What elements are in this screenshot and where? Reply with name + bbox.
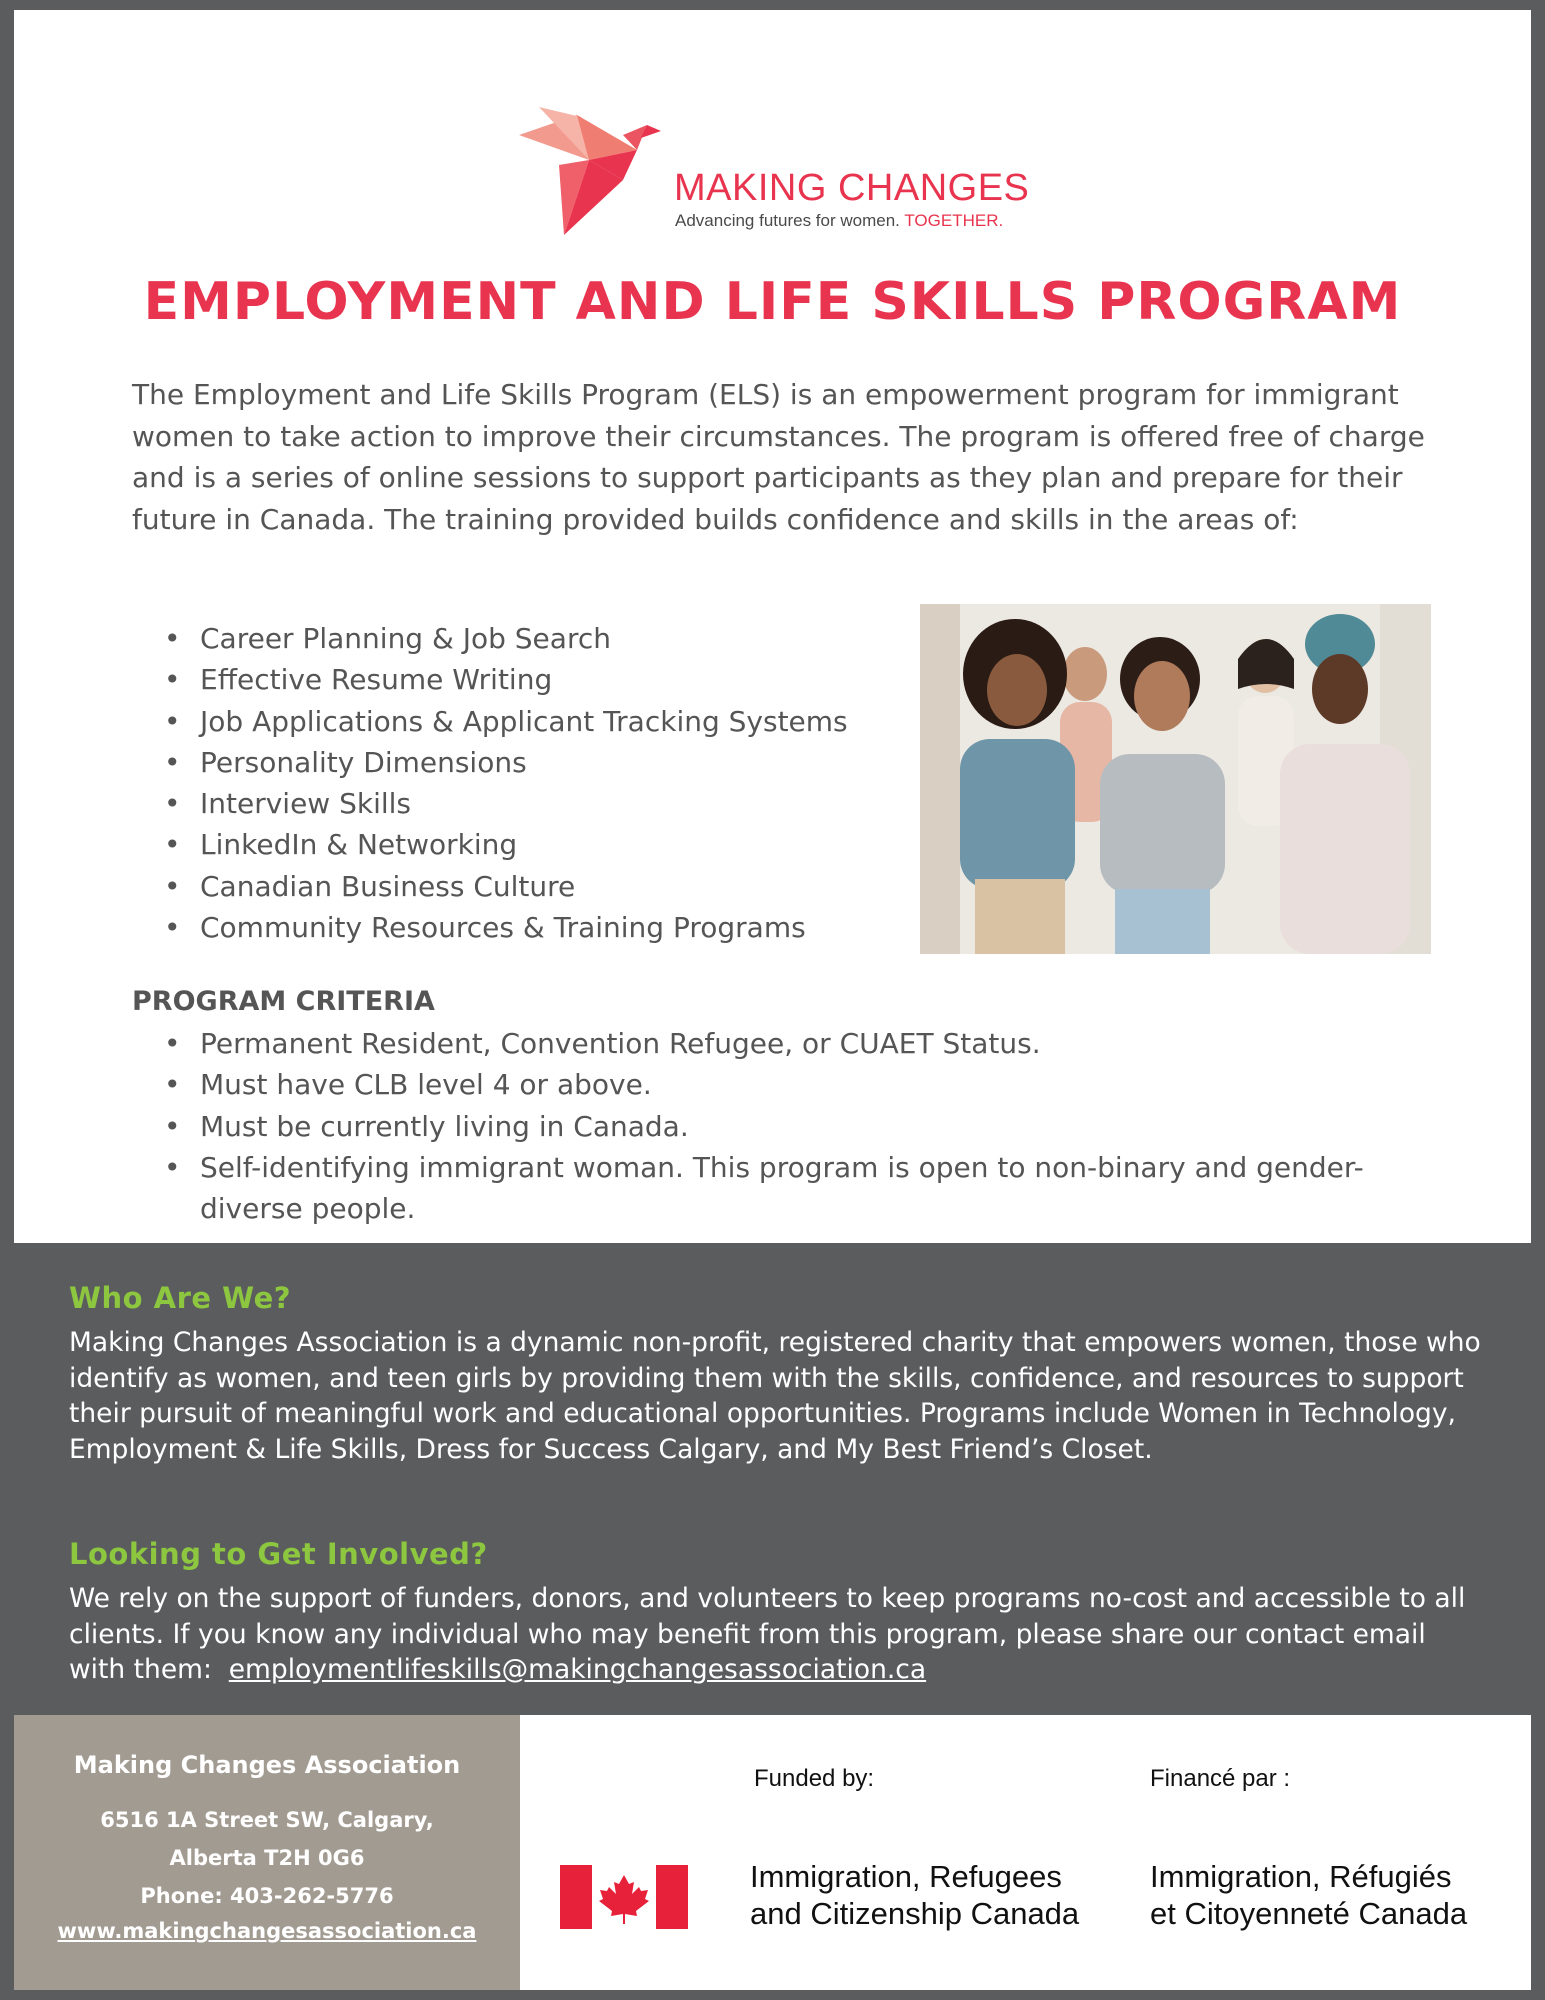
funded-by-label: Funded by: xyxy=(754,1765,875,1792)
website-link[interactable]: www.makingchangesassociation.ca xyxy=(57,1919,477,1943)
contact-block xyxy=(14,1715,520,1990)
org-name: Making Changes Association xyxy=(73,1751,461,1779)
dept-name-fr xyxy=(1150,1858,1467,1932)
list-item: • Interview Skills xyxy=(144,783,924,824)
phone: Phone: 403-262-5776 xyxy=(140,1884,394,1908)
canada-flag-icon xyxy=(560,1865,688,1929)
tagline-text: Advancing futures for women. xyxy=(675,211,900,230)
skills-list xyxy=(144,618,924,948)
logo-tagline xyxy=(675,211,1003,231)
origami-bird-icon xyxy=(519,105,679,240)
criteria-heading: PROGRAM CRITERIA xyxy=(132,986,435,1017)
get-involved-body: We rely on the support of funders, donors, and volunteers to keep programs no-cost and accessible to all clients. If you know any individual who may benefit from this program, please share our contact email with them: xyxy=(69,1583,1466,1685)
criteria-list xyxy=(144,1023,1394,1229)
info-band xyxy=(14,1243,1531,1715)
address-line-1: 6516 1A Street SW, Calgary, xyxy=(100,1808,434,1832)
flyer-page xyxy=(14,10,1531,1990)
list-item: • Self-identifying immigrant woman. This program is open to non-binary and gender-diverse people. xyxy=(144,1147,1394,1230)
page-title: EMPLOYMENT AND LIFE SKILLS PROGRAM xyxy=(143,272,1402,332)
making-changes-logo xyxy=(519,105,1059,240)
intro-paragraph: The Employment and Life Skills Program (ELS) is an empowerment program for immigrant women to take action to improve their circumstances. The program is offered free of charge and is a series of online sessions to support participants as they plan and prepare for their future in Canada. The training provided builds confidence and skills in the areas of: xyxy=(132,378,1425,536)
who-are-we-heading: Who Are We? xyxy=(69,1281,292,1315)
list-item: • Personality Dimensions xyxy=(144,742,924,783)
list-item: • Career Planning & Job Search xyxy=(144,618,924,659)
list-item: • Job Applications & Applicant Tracking Systems xyxy=(144,701,924,742)
who-are-we-text: Making Changes Association is a dynamic non-profit, registered charity that empowers women, those who identify as women, and teen girls by providing them with the skills, confidence, and resources to support their pursuit of meaningful work and educational opportunities. Programs include Women in Technology, Employment & Life Skills, Dress for Success Calgary, and My Best Friend’s Closet. xyxy=(69,1327,1481,1465)
list-item: • Must be currently living in Canada. xyxy=(144,1106,1394,1147)
list-item: • Community Resources & Training Programs xyxy=(144,907,924,948)
dept-fr-line-2: et Citoyenneté Canada xyxy=(1150,1896,1468,1931)
list-item: • Permanent Resident, Convention Refugee, or CUAET Status. xyxy=(144,1023,1394,1064)
dept-en-line-2: and Citizenship Canada xyxy=(750,1896,1080,1931)
get-involved-heading: Looking to Get Involved? xyxy=(69,1537,488,1571)
get-involved-text xyxy=(69,1581,1489,1688)
list-item: • Canadian Business Culture xyxy=(144,866,924,907)
finance-par-label: Financé par : xyxy=(1150,1765,1291,1792)
address xyxy=(14,1801,520,1915)
contact-email-link[interactable]: employmentlifeskills@makingchangesassociation.ca xyxy=(228,1654,927,1685)
list-item: • Must have CLB level 4 or above. xyxy=(144,1064,1394,1105)
women-group-photo xyxy=(920,604,1431,954)
list-item: • LinkedIn & Networking xyxy=(144,824,924,865)
list-item: • Effective Resume Writing xyxy=(144,659,924,700)
logo-wordmark: MAKING CHANGES xyxy=(674,167,1030,209)
dept-name-en xyxy=(750,1858,1079,1932)
dept-fr-line-1: Immigration, Réfugiés xyxy=(1150,1859,1452,1894)
dept-en-line-1: Immigration, Refugees xyxy=(750,1859,1062,1894)
photo-illustration xyxy=(920,604,1431,954)
tagline-highlight: TOGETHER. xyxy=(904,211,1004,230)
address-line-2: Alberta T2H 0G6 xyxy=(169,1846,365,1870)
funder-block xyxy=(520,1715,1531,1990)
